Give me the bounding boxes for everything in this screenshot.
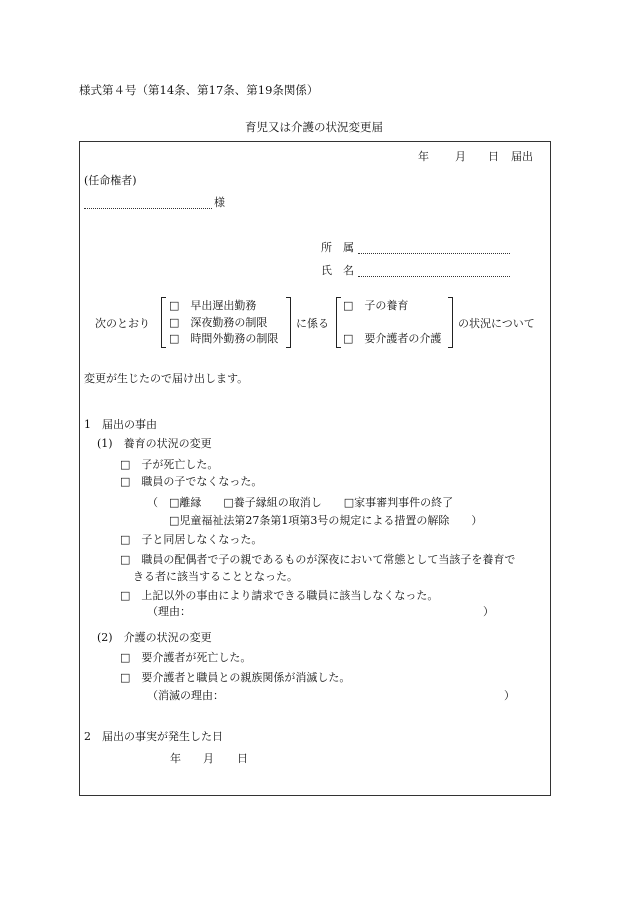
reasons-line-2[interactable]: □児童福祉法第27条第1項第3号の規定による措置の解除 ） xyxy=(169,514,483,527)
section1-heading: 1 届出の事由 xyxy=(84,418,157,431)
item-spouse-line-2: きる者に該当することとなった。 xyxy=(133,570,298,583)
item-relation-ended[interactable]: □ 要介護者と職員との親族関係が消滅した。 xyxy=(120,671,351,684)
work-option-early-late[interactable]: □ 早出遅出勤務 xyxy=(169,299,257,312)
name-field[interactable] xyxy=(358,276,510,277)
reasons-line-1[interactable]: （ □離縁 □養子縁組の取消し □家事審判事件の終了 xyxy=(147,496,454,509)
termination-reason-label: （消滅の理由： xyxy=(147,689,224,702)
care-option-nursing[interactable]: □ 要介護者の介護 xyxy=(343,332,442,345)
date-submit-label: 届出 xyxy=(511,150,533,163)
section1-sub1-heading: (1) 養育の状況の変更 xyxy=(97,437,212,450)
item-care-recipient-died[interactable]: □ 要介護者が死亡した。 xyxy=(120,651,252,664)
item-not-living[interactable]: □ 子と同居しなくなった。 xyxy=(120,533,263,546)
section2-heading: 2 届出の事実が発生した日 xyxy=(84,730,223,743)
work-bracket-left xyxy=(161,297,166,348)
appointer-honorific: 様 xyxy=(214,196,225,209)
item-child-died[interactable]: □ 子が死亡した。 xyxy=(120,458,219,471)
occurrence-month[interactable]: 月 xyxy=(203,752,214,765)
statement-connector: に係る xyxy=(296,317,329,330)
section1-sub2-heading: (2) 介護の状況の変更 xyxy=(97,631,212,644)
date-year-label: 年 xyxy=(418,150,429,163)
care-bracket-right xyxy=(448,297,453,348)
date-day-label: 日 xyxy=(488,150,499,163)
occurrence-day[interactable]: 日 xyxy=(237,752,248,765)
work-bracket-right xyxy=(286,297,291,348)
item-not-child[interactable]: □ 職員の子でなくなった。 xyxy=(120,475,263,488)
termination-reason-close: ） xyxy=(504,689,515,702)
statement-prefix: 次のとおり xyxy=(95,317,150,330)
appointer-name-line[interactable] xyxy=(84,208,212,209)
care-option-childcare[interactable]: □ 子の養育 xyxy=(343,299,409,312)
affiliation-field[interactable] xyxy=(358,253,510,254)
form-title: 育児又は介護の状況変更届 xyxy=(245,120,383,134)
work-option-overtime[interactable]: □ 時間外勤務の制限 xyxy=(169,332,279,345)
work-option-late-night[interactable]: □ 深夜勤務の制限 xyxy=(169,316,268,329)
form-number: 様式第４号（第14条、第17条、第19条関係） xyxy=(79,83,319,97)
reason-label: （理由： xyxy=(147,605,191,618)
termination-reason-field[interactable] xyxy=(218,688,500,703)
item-spouse-line-1[interactable]: □ 職員の配偶者で子の親であるものが深夜において常態として当該子を養育で xyxy=(120,553,516,566)
statement-closing: 変更が生じたので届け出します。 xyxy=(84,372,249,385)
reason-close: ） xyxy=(483,605,494,618)
occurrence-year[interactable]: 年 xyxy=(170,752,181,765)
date-month-label: 月 xyxy=(455,150,466,163)
statement-suffix: の状況について xyxy=(458,317,535,330)
appointer-label: (任命権者) xyxy=(84,174,137,187)
reason-field[interactable] xyxy=(190,604,480,619)
care-bracket-left xyxy=(336,297,341,348)
name-label: 氏 名 xyxy=(321,264,354,277)
affiliation-label: 所 属 xyxy=(321,241,354,254)
item-other[interactable]: □ 上記以外の事由により請求できる職員に該当しなくなった。 xyxy=(120,589,439,602)
